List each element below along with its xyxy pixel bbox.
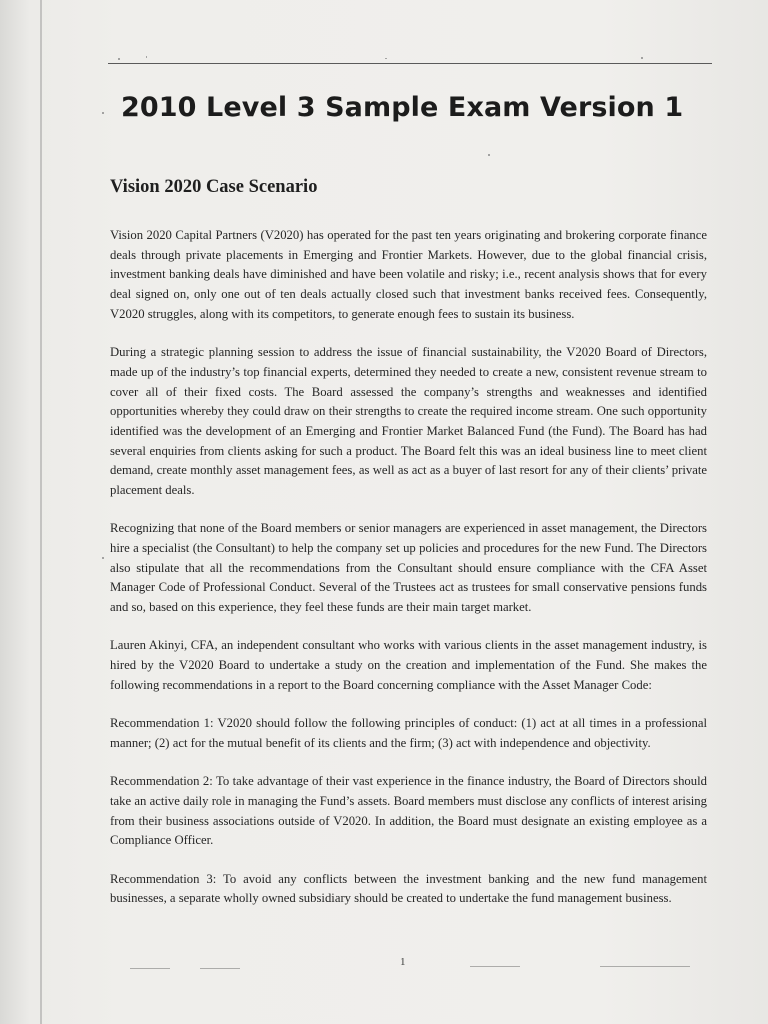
paragraph-recommendation-2: Recommendation 2: To take advantage of their vast experience in the finance industry, the Board of Directors should take an active daily role in managing the Fund’s assets. Board members must disclose any conflicts of interest arising from their business associations outside of V2020. In addition, the Board must designate an existing employee as a Compliance Officer. xyxy=(110,774,707,848)
header-rule xyxy=(108,63,712,64)
page-fold-shadow xyxy=(40,0,42,1024)
paragraph-lauren-akinyi: Lauren Akinyi, CFA, an independent consultant who works with various clients in the asset management industry, is hired by the V2020 Board to undertake a study on the creation and implementation of the Fund. She makes the following recommendations in a report to the Board concerning compliance with the Asset Manager Code: xyxy=(110,638,707,692)
paragraph-recommendation-3: Recommendation 3: To avoid any conflicts between the investment banking and the new fund management businesses, a separate wholly owned subsidiary should be created to undertake the fund management business. xyxy=(110,871,707,906)
scan-speck xyxy=(385,58,387,59)
paragraph-company-background: Vision 2020 Capital Partners (V2020) has operated for the past ten years originating and brokering corporate finance deals through private placements in Emerging and Frontier Markets. However, due to the global financial crisis, investment banking deals have diminished and have been volatile and risky; i.e., recent analysis shows that for every deal signed on, only one out of ten deals actually closed such that investment banks received fees. Consequently, V2020 struggles, along with its competitors, to generate enough fees to sustain its business. xyxy=(110,228,707,321)
footer-smudge xyxy=(470,966,520,967)
exam-title: 2010 Level 3 Sample Exam Version 1 xyxy=(121,92,684,123)
scan-speck xyxy=(146,56,147,58)
scan-speck xyxy=(641,57,643,59)
paragraph-consultant-hiring: Recognizing that none of the Board members or senior managers are experienced in asset management, the Directors hire a specialist (the Consultant) to help the company set up policies and procedures for the new Fund. The Directors also stipulate that all the recommendations from the Consultant should ensure compliance with the CFA Asset Manager Code of Professional Conduct. Several of the Trustees act as trustees for small conservative pensions funds and so, based on this experience, they feel these funds are their main target market. xyxy=(110,521,707,615)
paragraph-recommendation-1: Recommendation 1: V2020 should follow the following principles of conduct: (1) act at all times in a professional manner; (2) act for the mutual benefit of its clients and the firm; (3) act with independence and objectivity. xyxy=(110,716,707,750)
page-number: 1 xyxy=(400,956,406,968)
footer-smudge xyxy=(130,968,170,969)
scan-speck xyxy=(118,58,120,60)
footer-smudge xyxy=(600,966,690,967)
case-scenario-heading: Vision 2020 Case Scenario xyxy=(110,177,318,197)
footer-smudge xyxy=(200,968,240,969)
scan-speck xyxy=(102,112,104,114)
case-body xyxy=(110,226,707,928)
scan-speck xyxy=(488,154,490,156)
paragraph-strategic-planning: During a strategic planning session to address the issue of financial sustainability, the V2020 Board of Directors, made up of the industry’s top financial experts, determined they needed to create a new, consistent revenue stream to cover all of their fixed costs. The Board assessed the company’s strengths and weaknesses and identified opportunities whereby they could draw on their strengths to create the required income stream. One such opportunity identified was the development of an Emerging and Frontier Market Balanced Fund (the Fund). The Board has had several enquiries from clients asking for such a product. The Board felt this was an ideal business line to meet client demand, create monthly asset management fees, as well as act as a buyer of last resort for any of their clients’ private placement deals. xyxy=(110,345,707,498)
scan-speck xyxy=(102,557,104,559)
